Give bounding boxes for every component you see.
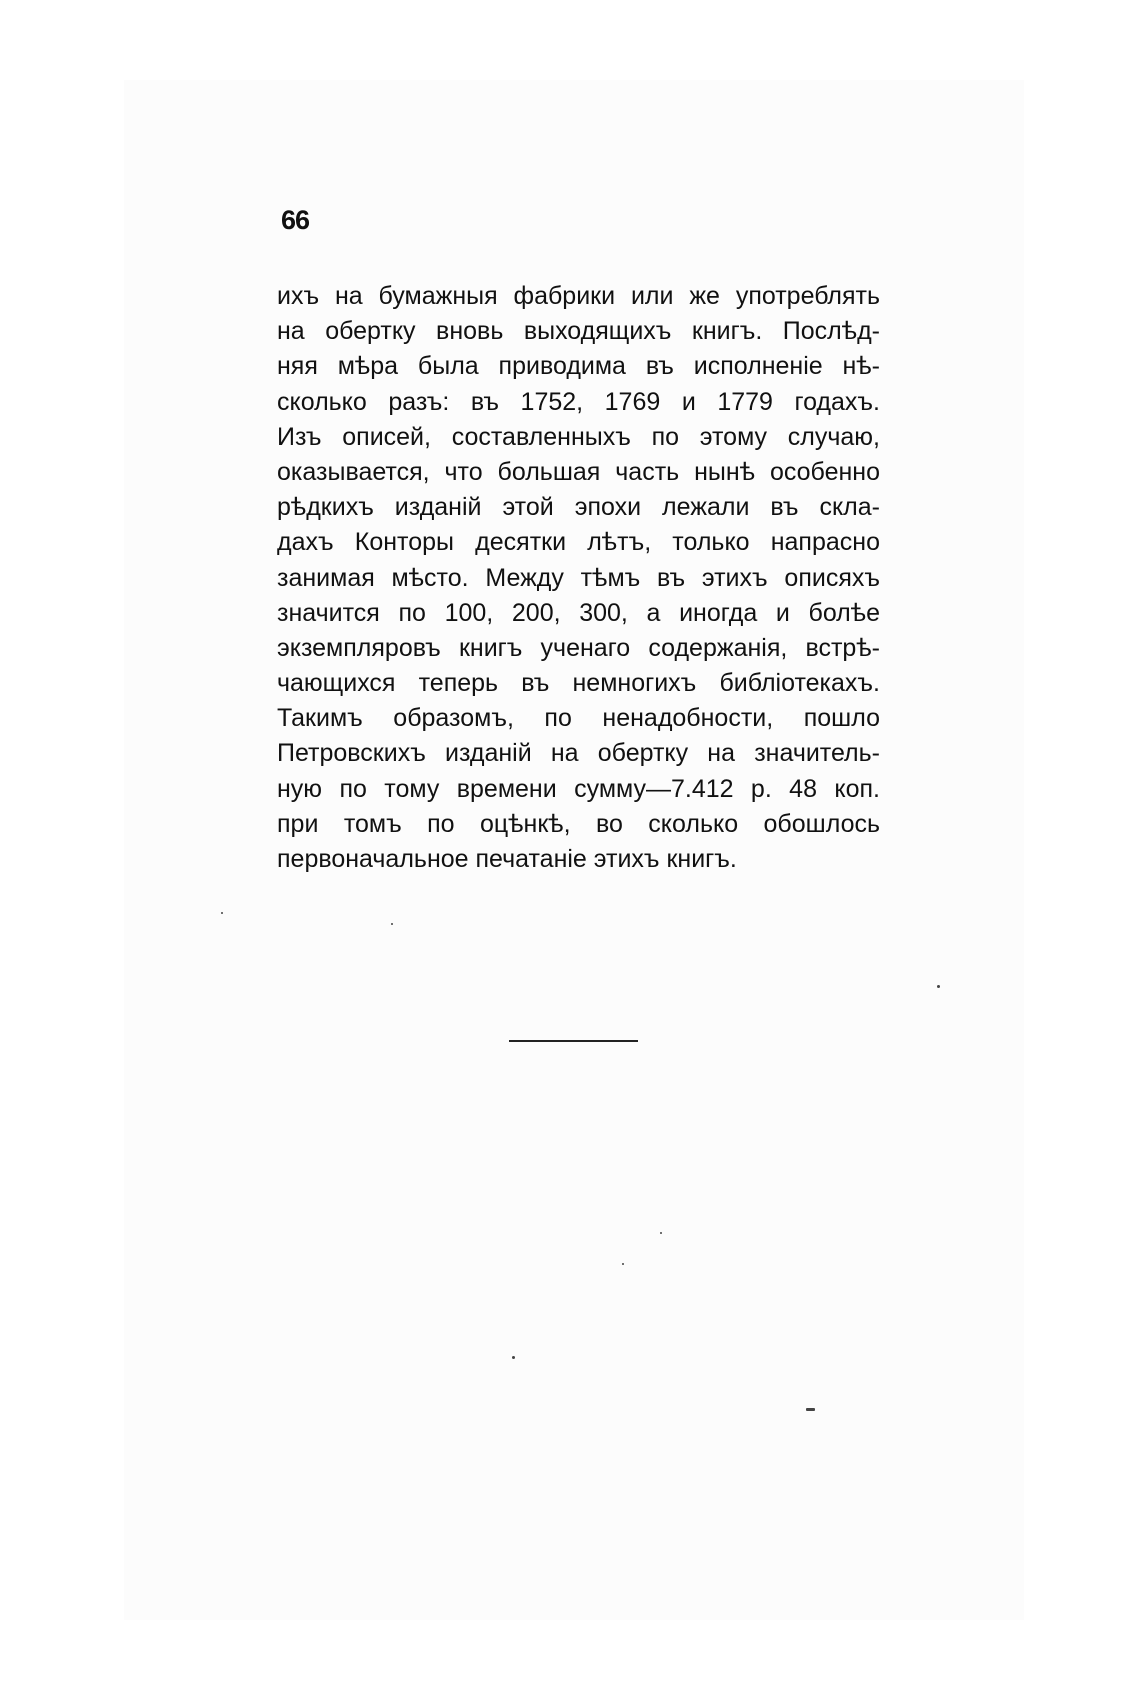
text-line: чающихся теперь въ немногихъ библіотекахъ.	[277, 669, 880, 698]
end-of-chapter-rule	[509, 1040, 638, 1042]
text-line: няя мѣра была приводима въ исполненіе нѣ-	[277, 352, 880, 381]
scan-speck	[221, 912, 223, 914]
scan-speck	[622, 1263, 624, 1265]
text-line: ихъ на бумажныя фабрики или же употреблять	[277, 282, 880, 310]
text-line: Петровскихъ изданій на обертку на значитель-	[277, 739, 880, 768]
text-line: занимая мѣсто. Между тѣмъ въ этихъ описяхъ	[277, 563, 880, 592]
scan-speck	[660, 1232, 662, 1234]
text-line: оказывается, что большая часть нынѣ особенно	[277, 457, 880, 486]
text-line: Изъ описей, составленныхъ по этому случаю,	[277, 422, 880, 451]
text-line: при томъ по оцѣнкѣ, во сколько обошлось	[277, 809, 880, 838]
text-line: дахъ Конторы десятки лѣтъ, только напрасно	[277, 528, 880, 557]
text-line: экземпляровъ книгъ ученаго содержанія, встрѣ-	[277, 633, 880, 662]
text-line: сколько разъ: въ 1752, 1769 и 1779 годахъ.	[277, 387, 880, 416]
body-text	[277, 279, 880, 877]
scan-speck	[806, 1408, 815, 1411]
scan-speck	[512, 1356, 515, 1359]
text-line: первоначальное печатаніе этихъ книгъ.	[277, 845, 737, 873]
text-line: значится по 100, 200, 300, а иногда и болѣе	[277, 598, 880, 627]
text-line: рѣдкихъ изданій этой эпохи лежали въ скла-	[277, 493, 880, 522]
scan-speck	[937, 985, 940, 988]
page-number: 66	[281, 205, 310, 235]
text-line: на обертку вновь выходящихъ книгъ. Послѣд-	[277, 317, 880, 346]
scan-speck	[391, 923, 393, 925]
text-line: Такимъ образомъ, по ненадобности, пошло	[277, 704, 880, 733]
text-line: ную по тому времени сумму—7.412 р. 48 коп.	[277, 774, 880, 803]
